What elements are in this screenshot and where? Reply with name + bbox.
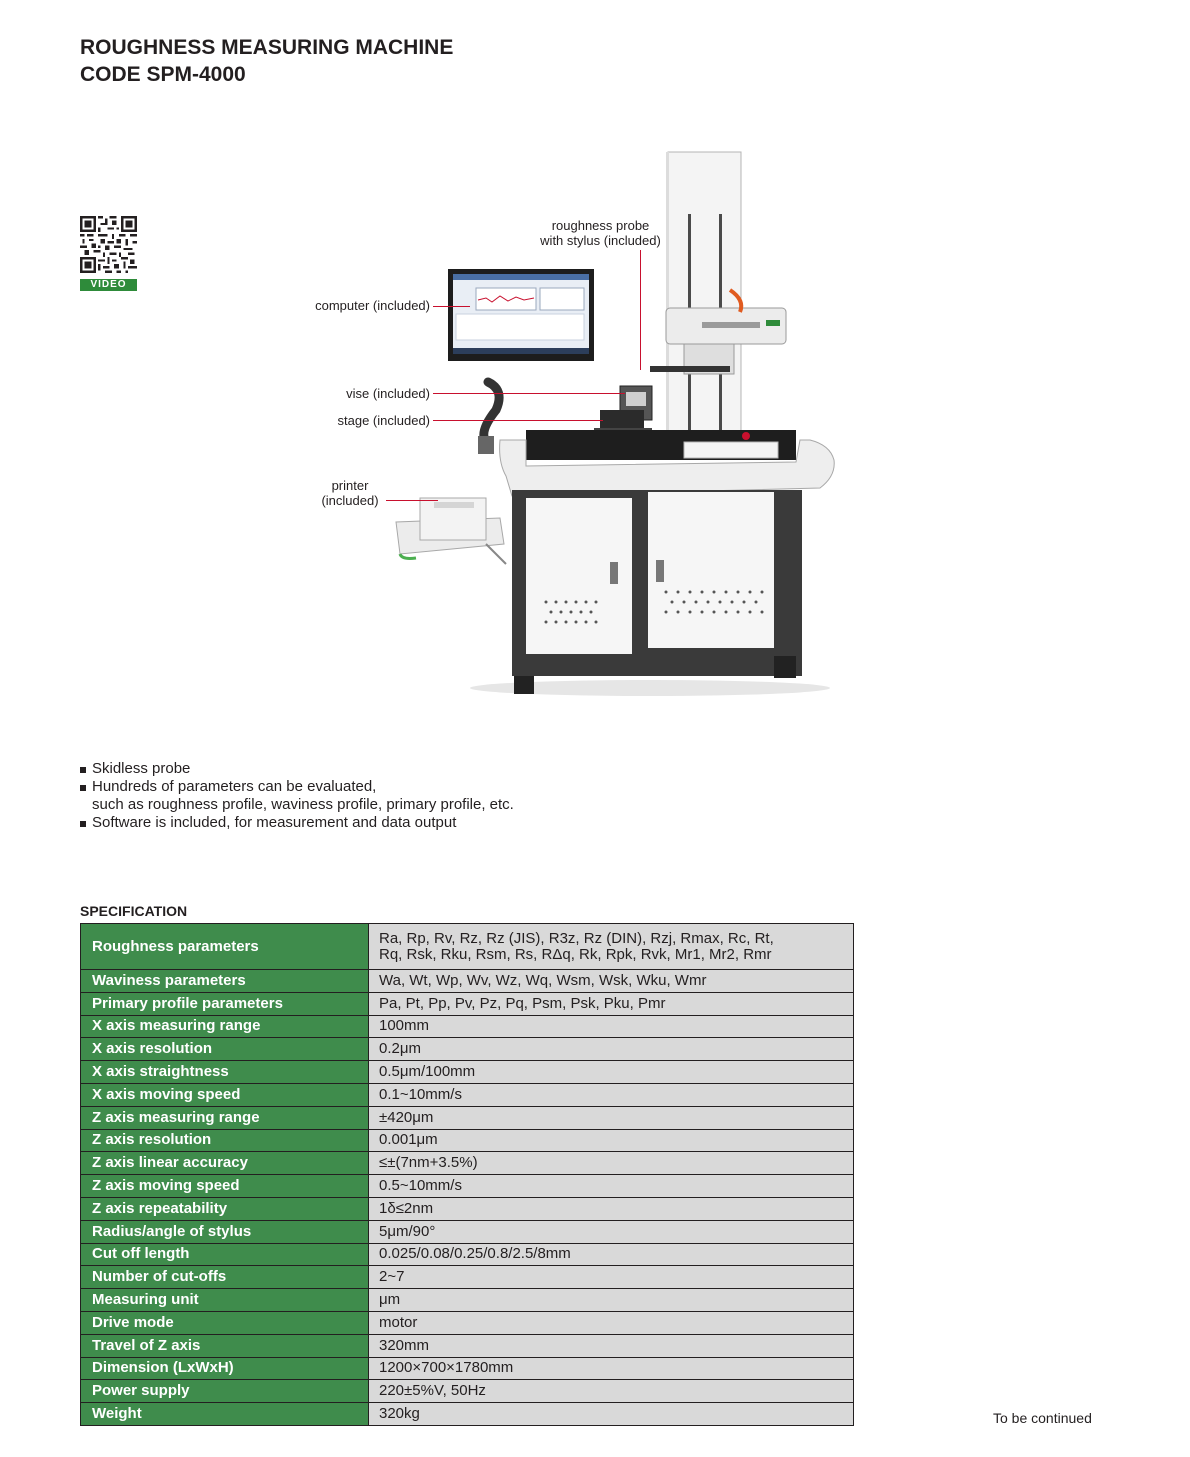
spec-value: motor [369, 1311, 854, 1334]
spec-key: X axis measuring range [81, 1015, 369, 1038]
table-row [81, 970, 854, 993]
spec-key: Z axis linear accuracy [81, 1152, 369, 1175]
page-title [80, 34, 453, 88]
spec-value: 5μm/90° [369, 1220, 854, 1243]
spec-value: 0.5~10mm/s [369, 1175, 854, 1198]
callout-probe-line2: with stylus (included) [540, 233, 661, 248]
spec-value-line1: Ra, Rp, Rv, Rz, Rz (JIS), R3z, Rz (DIN), Rzj, Rmax, Rc, Rt, [379, 929, 774, 947]
spec-value: 0.5μm/100mm [369, 1061, 854, 1084]
feature-text: Hundreds of parameters can be evaluated, [92, 778, 377, 795]
table-row [81, 1380, 854, 1403]
video-badge: VIDEO [80, 279, 137, 291]
spec-value [369, 924, 854, 970]
qr-video-link[interactable] [80, 216, 137, 290]
spec-value: 0.1~10mm/s [369, 1083, 854, 1106]
spec-heading: SPECIFICATION [80, 903, 188, 919]
spec-value: Pa, Pt, Pp, Pv, Pz, Pq, Psm, Psk, Pku, Pmr [369, 992, 854, 1015]
spec-key: Measuring unit [81, 1289, 369, 1312]
spec-value: μm [369, 1289, 854, 1312]
spec-key: Radius/angle of stylus [81, 1220, 369, 1243]
feature-item [80, 814, 514, 832]
feature-text: Skidless probe [92, 760, 191, 777]
feature-item [80, 760, 514, 778]
table-row [81, 992, 854, 1015]
spec-value: 100mm [369, 1015, 854, 1038]
spec-value: ≤±(7nm+3.5%) [369, 1152, 854, 1175]
table-row [81, 1403, 854, 1426]
spec-table [80, 923, 854, 1426]
callout-stage: stage (included) [337, 413, 430, 428]
spec-key: Primary profile parameters [81, 992, 369, 1015]
feature-list [80, 760, 514, 832]
spec-key: Z axis measuring range [81, 1106, 369, 1129]
leader-vise [433, 393, 625, 394]
spec-key: X axis moving speed [81, 1083, 369, 1106]
table-row [81, 1266, 854, 1289]
spec-key: Z axis repeatability [81, 1197, 369, 1220]
spec-key: Power supply [81, 1380, 369, 1403]
callout-printer [310, 478, 390, 508]
table-row [81, 1311, 854, 1334]
table-row [81, 924, 854, 970]
table-row [81, 1106, 854, 1129]
spec-value: 0.2μm [369, 1038, 854, 1061]
leader-computer [433, 306, 470, 307]
callout-probe [508, 218, 693, 248]
table-row [81, 1061, 854, 1084]
callout-computer: computer (included) [315, 298, 430, 313]
table-row [81, 1175, 854, 1198]
spec-key: Number of cut-offs [81, 1266, 369, 1289]
spec-key: Z axis resolution [81, 1129, 369, 1152]
spec-value-line2: Rq, Rsk, Rku, Rsm, Rs, RΔq, Rk, Rpk, Rvk, Mr1, Mr2, Rmr [379, 945, 772, 963]
table-row [81, 1357, 854, 1380]
spec-key: Waviness parameters [81, 970, 369, 993]
to-be-continued-note: To be continued [993, 1410, 1092, 1426]
feature-text-continued: such as roughness profile, waviness profile, primary profile, etc. [92, 796, 514, 813]
title-line-product: ROUGHNESS MEASURING MACHINE [80, 36, 454, 59]
table-row [81, 1015, 854, 1038]
spec-value: 1δ≤2nm [369, 1197, 854, 1220]
spec-key: Drive mode [81, 1311, 369, 1334]
spec-value: 2~7 [369, 1266, 854, 1289]
spec-key: Z axis moving speed [81, 1175, 369, 1198]
callout-probe-line1: roughness probe [551, 218, 650, 233]
spec-value: 320mm [369, 1334, 854, 1357]
table-row [81, 1129, 854, 1152]
callout-printer-line2: (included) [321, 493, 379, 508]
spec-key: Roughness parameters [81, 924, 369, 970]
table-row [81, 1334, 854, 1357]
table-row [81, 1038, 854, 1061]
leader-printer [386, 500, 438, 501]
table-row [81, 1083, 854, 1106]
table-row [81, 1197, 854, 1220]
spec-value: 220±5%V, 50Hz [369, 1380, 854, 1403]
table-row [81, 1243, 854, 1266]
callout-vise: vise (included) [346, 386, 430, 401]
table-row [81, 1220, 854, 1243]
callout-printer-line1: printer [331, 478, 369, 493]
table-row [81, 1289, 854, 1312]
spec-key: Cut off length [81, 1243, 369, 1266]
leader-probe [640, 250, 641, 370]
spec-value: 1200×700×1780mm [369, 1357, 854, 1380]
spec-key: X axis straightness [81, 1061, 369, 1084]
spec-value: Wa, Wt, Wp, Wv, Wz, Wq, Wsm, Wsk, Wku, Wmr [369, 970, 854, 993]
spec-key: X axis resolution [81, 1038, 369, 1061]
feature-item [80, 778, 514, 814]
title-line-code: CODE SPM-4000 [80, 63, 246, 86]
leader-stage [433, 420, 603, 421]
qr-code-icon [80, 216, 137, 273]
spec-value: 320kg [369, 1403, 854, 1426]
spec-value: 0.001μm [369, 1129, 854, 1152]
spec-value: ±420μm [369, 1106, 854, 1129]
spec-key: Dimension (LxWxH) [81, 1357, 369, 1380]
spec-key: Weight [81, 1403, 369, 1426]
spec-key: Travel of Z axis [81, 1334, 369, 1357]
spec-value: 0.025/0.08/0.25/0.8/2.5/8mm [369, 1243, 854, 1266]
feature-text: Software is included, for measurement and data output [92, 814, 457, 831]
table-row [81, 1152, 854, 1175]
